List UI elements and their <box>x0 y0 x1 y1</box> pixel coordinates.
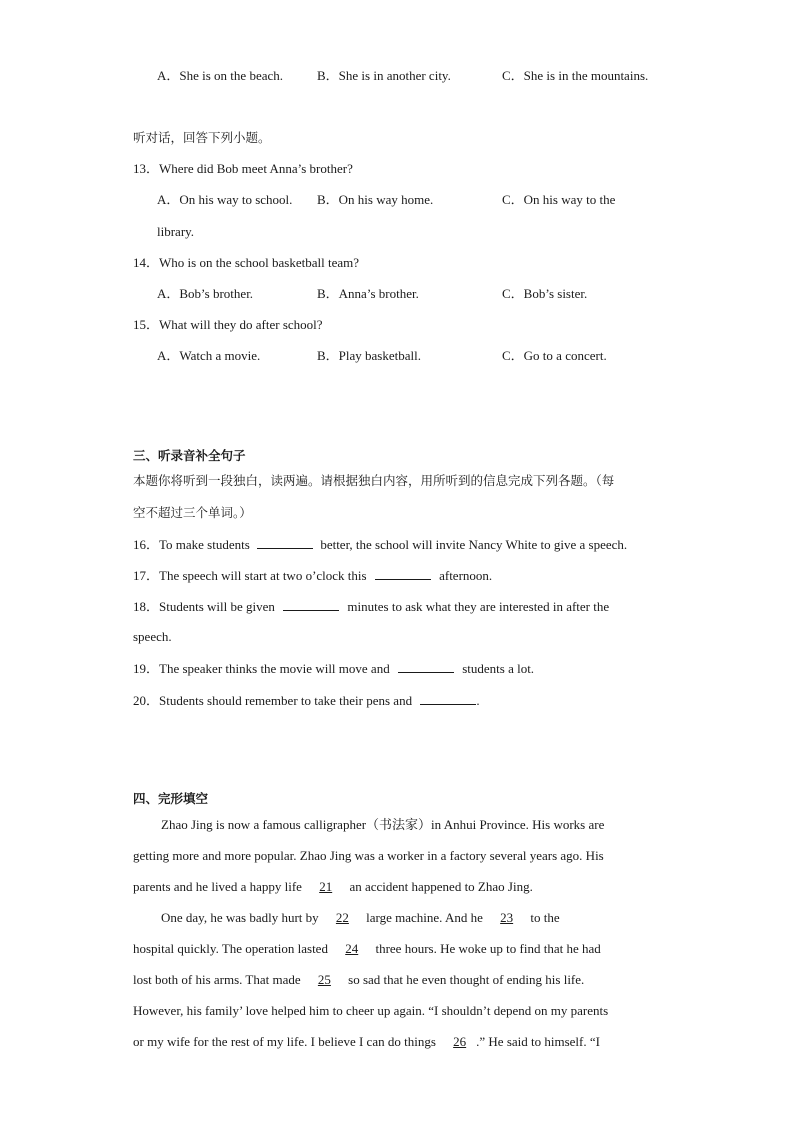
q13-option-b: B．On his way home. <box>317 192 434 207</box>
cloze-line-5 <box>133 933 661 964</box>
q17 <box>133 566 492 585</box>
cloze-line-3 <box>133 871 661 902</box>
cloze-line-4 <box>133 902 661 933</box>
q15-stem: 15．What will they do after school? <box>133 317 323 332</box>
cloze-blank-24[interactable]: 24 <box>345 941 359 956</box>
q20-blank[interactable] <box>420 691 476 705</box>
cloze-blank-22[interactable]: 22 <box>335 910 349 925</box>
cloze-text: to the <box>530 910 560 925</box>
cloze-passage <box>133 809 661 1057</box>
cloze-blank-21[interactable]: 21 <box>319 879 333 894</box>
cloze-line-1: Zhao Jing is now a famous calligrapher（书法家）in Anhui Province. His works are <box>161 817 605 832</box>
q19-blank[interactable] <box>398 659 454 673</box>
cloze-blank-26[interactable]: 26 <box>453 1034 467 1049</box>
q14-stem: 14．Who is on the school basketball team? <box>133 255 360 270</box>
cloze-text: hospital quickly. The operation lasted <box>133 941 328 956</box>
q20-text-before: 20．Students should remember to take their pens and <box>133 693 413 708</box>
cloze-text: large machine. And he <box>366 910 483 925</box>
q19-text-before: 19．The speaker thinks the movie will move and <box>133 661 390 676</box>
q17-text-after: afternoon. <box>439 568 493 583</box>
q13-option-c: C．On his way to the <box>502 192 616 207</box>
q16-blank[interactable] <box>257 535 313 549</box>
q13-option-a: A．On his way to school. <box>157 192 293 207</box>
section-3-instruction-line-1: 本题你将听到一段独白，读两遍。请根据独白内容，用所听到的信息完成下列各题。（每 <box>133 473 615 488</box>
q15-option-b: B．Play basketball. <box>317 348 421 363</box>
cloze-line-6 <box>133 964 661 995</box>
q18-text-after: minutes to ask what they are interested in after the <box>347 599 610 614</box>
q16 <box>133 535 627 554</box>
q17-blank[interactable] <box>375 566 431 580</box>
q18-text-before: 18．Students will be given <box>133 599 275 614</box>
q20-text-after: . <box>476 693 480 708</box>
q14-option-a: A．Bob’s brother. <box>157 286 254 301</box>
cloze-text: lost both of his arms. That made <box>133 972 301 987</box>
q12-option-c: C．She is in the mountains. <box>502 68 649 83</box>
q13-option-c-continued: library. <box>157 224 195 239</box>
q16-text-after: better, the school will invite Nancy White to give a speech. <box>320 537 628 552</box>
cloze-line-2: getting more and more popular. Zhao Jing was a worker in a factory several years ago. His <box>133 848 604 863</box>
q14-option-c: C．Bob’s sister. <box>502 286 588 301</box>
q19-text-after: students a lot. <box>462 661 535 676</box>
q18-blank[interactable] <box>283 597 339 611</box>
q12-option-a: A．She is on the beach. <box>157 68 284 83</box>
q20 <box>133 691 480 710</box>
q18 <box>133 597 609 616</box>
q19 <box>133 659 534 678</box>
dialog-instruction: 听对话，回答下列小题。 <box>133 130 271 145</box>
cloze-text: so sad that he even thought of ending his life. <box>348 972 585 987</box>
q12-option-b: B．She is in another city. <box>317 68 451 83</box>
cloze-line-7: However, his family’ love helped him to cheer up again. “I shouldn’t depend on my parents <box>133 1003 609 1018</box>
cloze-text: or my wife for the rest of my life. I believe I can do things <box>133 1034 436 1049</box>
cloze-line-8 <box>133 1026 661 1057</box>
q14-option-b: B．Anna’s brother. <box>317 286 419 301</box>
section-4-title: 四、完形填空 <box>133 791 209 806</box>
q13-stem: 13．Where did Bob meet Anna’s brother? <box>133 161 353 176</box>
q17-text-before: 17．The speech will start at two o’clock this <box>133 568 367 583</box>
cloze-blank-23[interactable]: 23 <box>500 910 514 925</box>
cloze-text: three hours. He woke up to find that he had <box>375 941 601 956</box>
q15-option-c: C．Go to a concert. <box>502 348 607 363</box>
q16-text-before: 16．To make students <box>133 537 250 552</box>
q15-option-a: A．Watch a movie. <box>157 348 261 363</box>
cloze-text: parents and he lived a happy life <box>133 879 302 894</box>
section-3-title: 三、听录音补全句子 <box>133 448 246 463</box>
cloze-text: One day, he was badly hurt by <box>161 910 319 925</box>
cloze-text: an accident happened to Zhao Jing. <box>349 879 533 894</box>
section-3-instruction-line-2: 空不超过三个单词。） <box>133 505 252 520</box>
q18-continued: speech. <box>133 629 172 644</box>
cloze-text: .” He said to himself. “I <box>476 1034 600 1049</box>
cloze-blank-25[interactable]: 25 <box>317 972 331 987</box>
